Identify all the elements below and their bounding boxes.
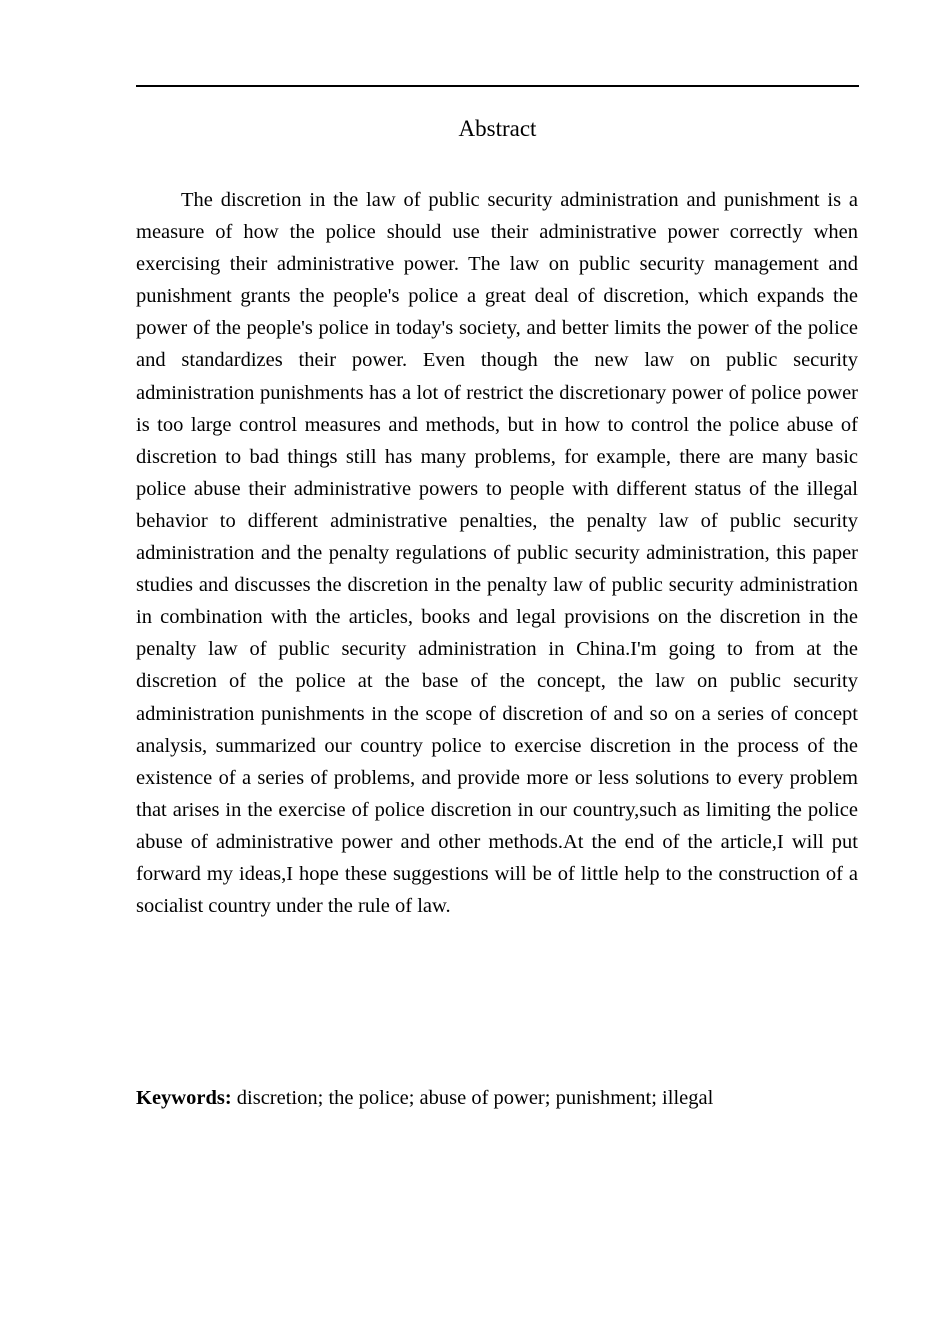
keywords-label: Keywords: bbox=[136, 1087, 232, 1109]
keywords-value: discretion; the police; abuse of power; punishment; illegal bbox=[236, 1087, 714, 1109]
abstract-title: Abstract bbox=[458, 116, 537, 141]
keywords-line bbox=[136, 1082, 859, 1114]
header-rule bbox=[136, 85, 859, 87]
abstract-body: The discretion in the law of public security administration and punishment is a measure of how the police should use their administrative power correctly when exercising their administrative power. The law on public security management and punishment grants the people's police a great deal of discretion, which expands the power of the people's police in today's society, and better limits the power of the police and standardizes their power. Even though the new law on public security administration punishments has a lot of restrict the discretionary power of police power is too large control measures and methods, but in how to control the police abuse of discretion to bad things still has many problems, for example, there are many basic police abuse their administrative powers to people with different status of the illegal behavior to different administrative penalties, the penalty law of public security administration and the penalty regulations of public security administration, this paper studies and discusses the discretion in the penalty law of public security administration in combination with the articles, books and legal provisions on the discretion in the penalty law of public security administration in China.I'm going to from at the discretion of the police at the base of the concept, the law on public security administration punishments in the scope of discretion of and so on a series of concept analysis, summarized our country police to exercise discretion in the process of the existence of a series of problems, and provide more or less solutions to every problem that arises in the exercise of police discretion in our country,such as limiting the police abuse of administrative power and other methods.At the end of the article,I will put forward my ideas,I hope these suggestions will be of little help to the construction of a socialist country under the rule of law. bbox=[136, 189, 858, 918]
